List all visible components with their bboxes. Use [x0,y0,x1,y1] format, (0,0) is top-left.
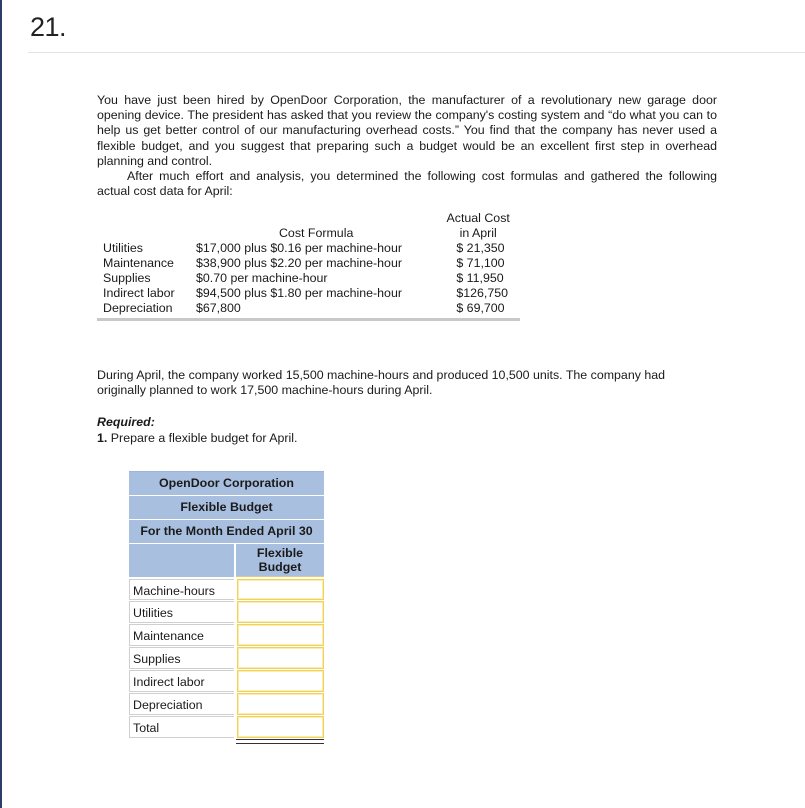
problem-statement [97,93,717,199]
cost-row [97,286,520,301]
cost-formula-table [97,211,520,321]
company-name-header: OpenDoor Corporation [129,471,324,496]
actual-cost: $ 21,350 [456,241,505,255]
budget-title-header: Flexible Budget [129,496,324,520]
actual-cost: $ 69,700 [456,301,505,315]
column-header-row [129,544,324,577]
cost-formula: $0.70 per machine-hour [196,271,328,285]
problem-paragraph-1: You have just been hired by OpenDoor Corporation, the manufacturer of a revolutionary new garage door opening device. The president has asked that you review the company's costing system and “do what you can to help us get better control of our manufacturing overhead costs.” You find that the company has never used a flexible budget, and you suggest that preparing such a budget would be an excellent first step in overhead planning and control. [97,93,717,168]
cost-item: Supplies [103,271,151,285]
flexible-budget-form [129,471,324,744]
supplies-input[interactable] [237,647,324,669]
maintenance-input[interactable] [237,624,324,646]
cost-table-blank-header [97,211,196,241]
actual-cost: $ 71,100 [456,256,505,270]
budget-row-label: Supplies [129,647,234,669]
budget-row-machine-hours [129,578,324,600]
question-number: 21. [30,12,67,42]
actual-cost: $126,750 [456,286,509,300]
column-header-line1: Flexible [256,546,304,560]
machine-hours-input[interactable] [237,579,324,600]
column-header-blank [129,544,236,577]
header-divider [28,52,805,53]
actual-cost-header [436,211,520,241]
cost-row [97,256,520,271]
budget-row-label: Total [129,716,234,738]
budget-row-label: Machine-hours [129,579,234,600]
flexible-budget-column-header [236,544,324,577]
requirement-1-text: Prepare a flexible budget for April. [110,431,298,445]
cost-row [97,271,520,286]
cost-item: Utilities [103,241,143,255]
budget-row-indirect-labor [129,670,324,692]
cost-formula-header: Cost Formula [278,226,354,240]
actual-cost-header-line1: Actual Cost [446,211,510,225]
left-edge-bar [0,0,2,808]
cost-formula: $94,500 plus $1.80 per machine-hour [196,286,402,300]
budget-period-header: For the Month Ended April 30 [129,520,324,544]
cost-row [97,241,520,256]
budget-row-total [129,716,324,738]
problem-paragraph-2: After much effort and analysis, you determined the following cost formulas and gathered the following actual cost data for April: [97,169,717,199]
actual-cost: $ 11,950 [456,271,504,285]
budget-row-utilities [129,601,324,623]
cost-formula: $17,000 plus $0.16 per machine-hour [196,241,402,255]
requirement-1-number: 1. [97,431,108,445]
budget-row-label: Maintenance [129,624,234,646]
total-double-underline [236,739,324,744]
cost-item: Maintenance [103,256,174,270]
cost-row [97,301,520,316]
activity-paragraph: During April, the company worked 15,500 machine-hours and produced 10,500 units. The company had originally planned to work 17,500 machine-hours during April. [97,368,666,398]
utilities-input[interactable] [237,601,324,623]
budget-row-label: Depreciation [129,693,234,715]
column-header-line2: Budget [258,560,302,574]
depreciation-input[interactable] [237,693,324,715]
indirect-labor-input[interactable] [237,670,324,692]
required-heading: Required: [97,415,155,429]
requirement-1 [97,431,297,445]
cost-formula: $38,900 plus $2.20 per machine-hour [196,256,402,270]
budget-row-label: Utilities [129,601,234,623]
cost-item: Depreciation [103,301,173,315]
budget-row-label: Indirect labor [129,670,234,692]
budget-row-depreciation [129,693,324,715]
budget-row-supplies [129,647,324,669]
budget-row-maintenance [129,624,324,646]
cost-formula: $67,800 [196,301,241,315]
cost-item: Indirect labor [103,286,175,300]
actual-cost-header-line2: in April [459,226,497,240]
total-input[interactable] [237,716,324,738]
